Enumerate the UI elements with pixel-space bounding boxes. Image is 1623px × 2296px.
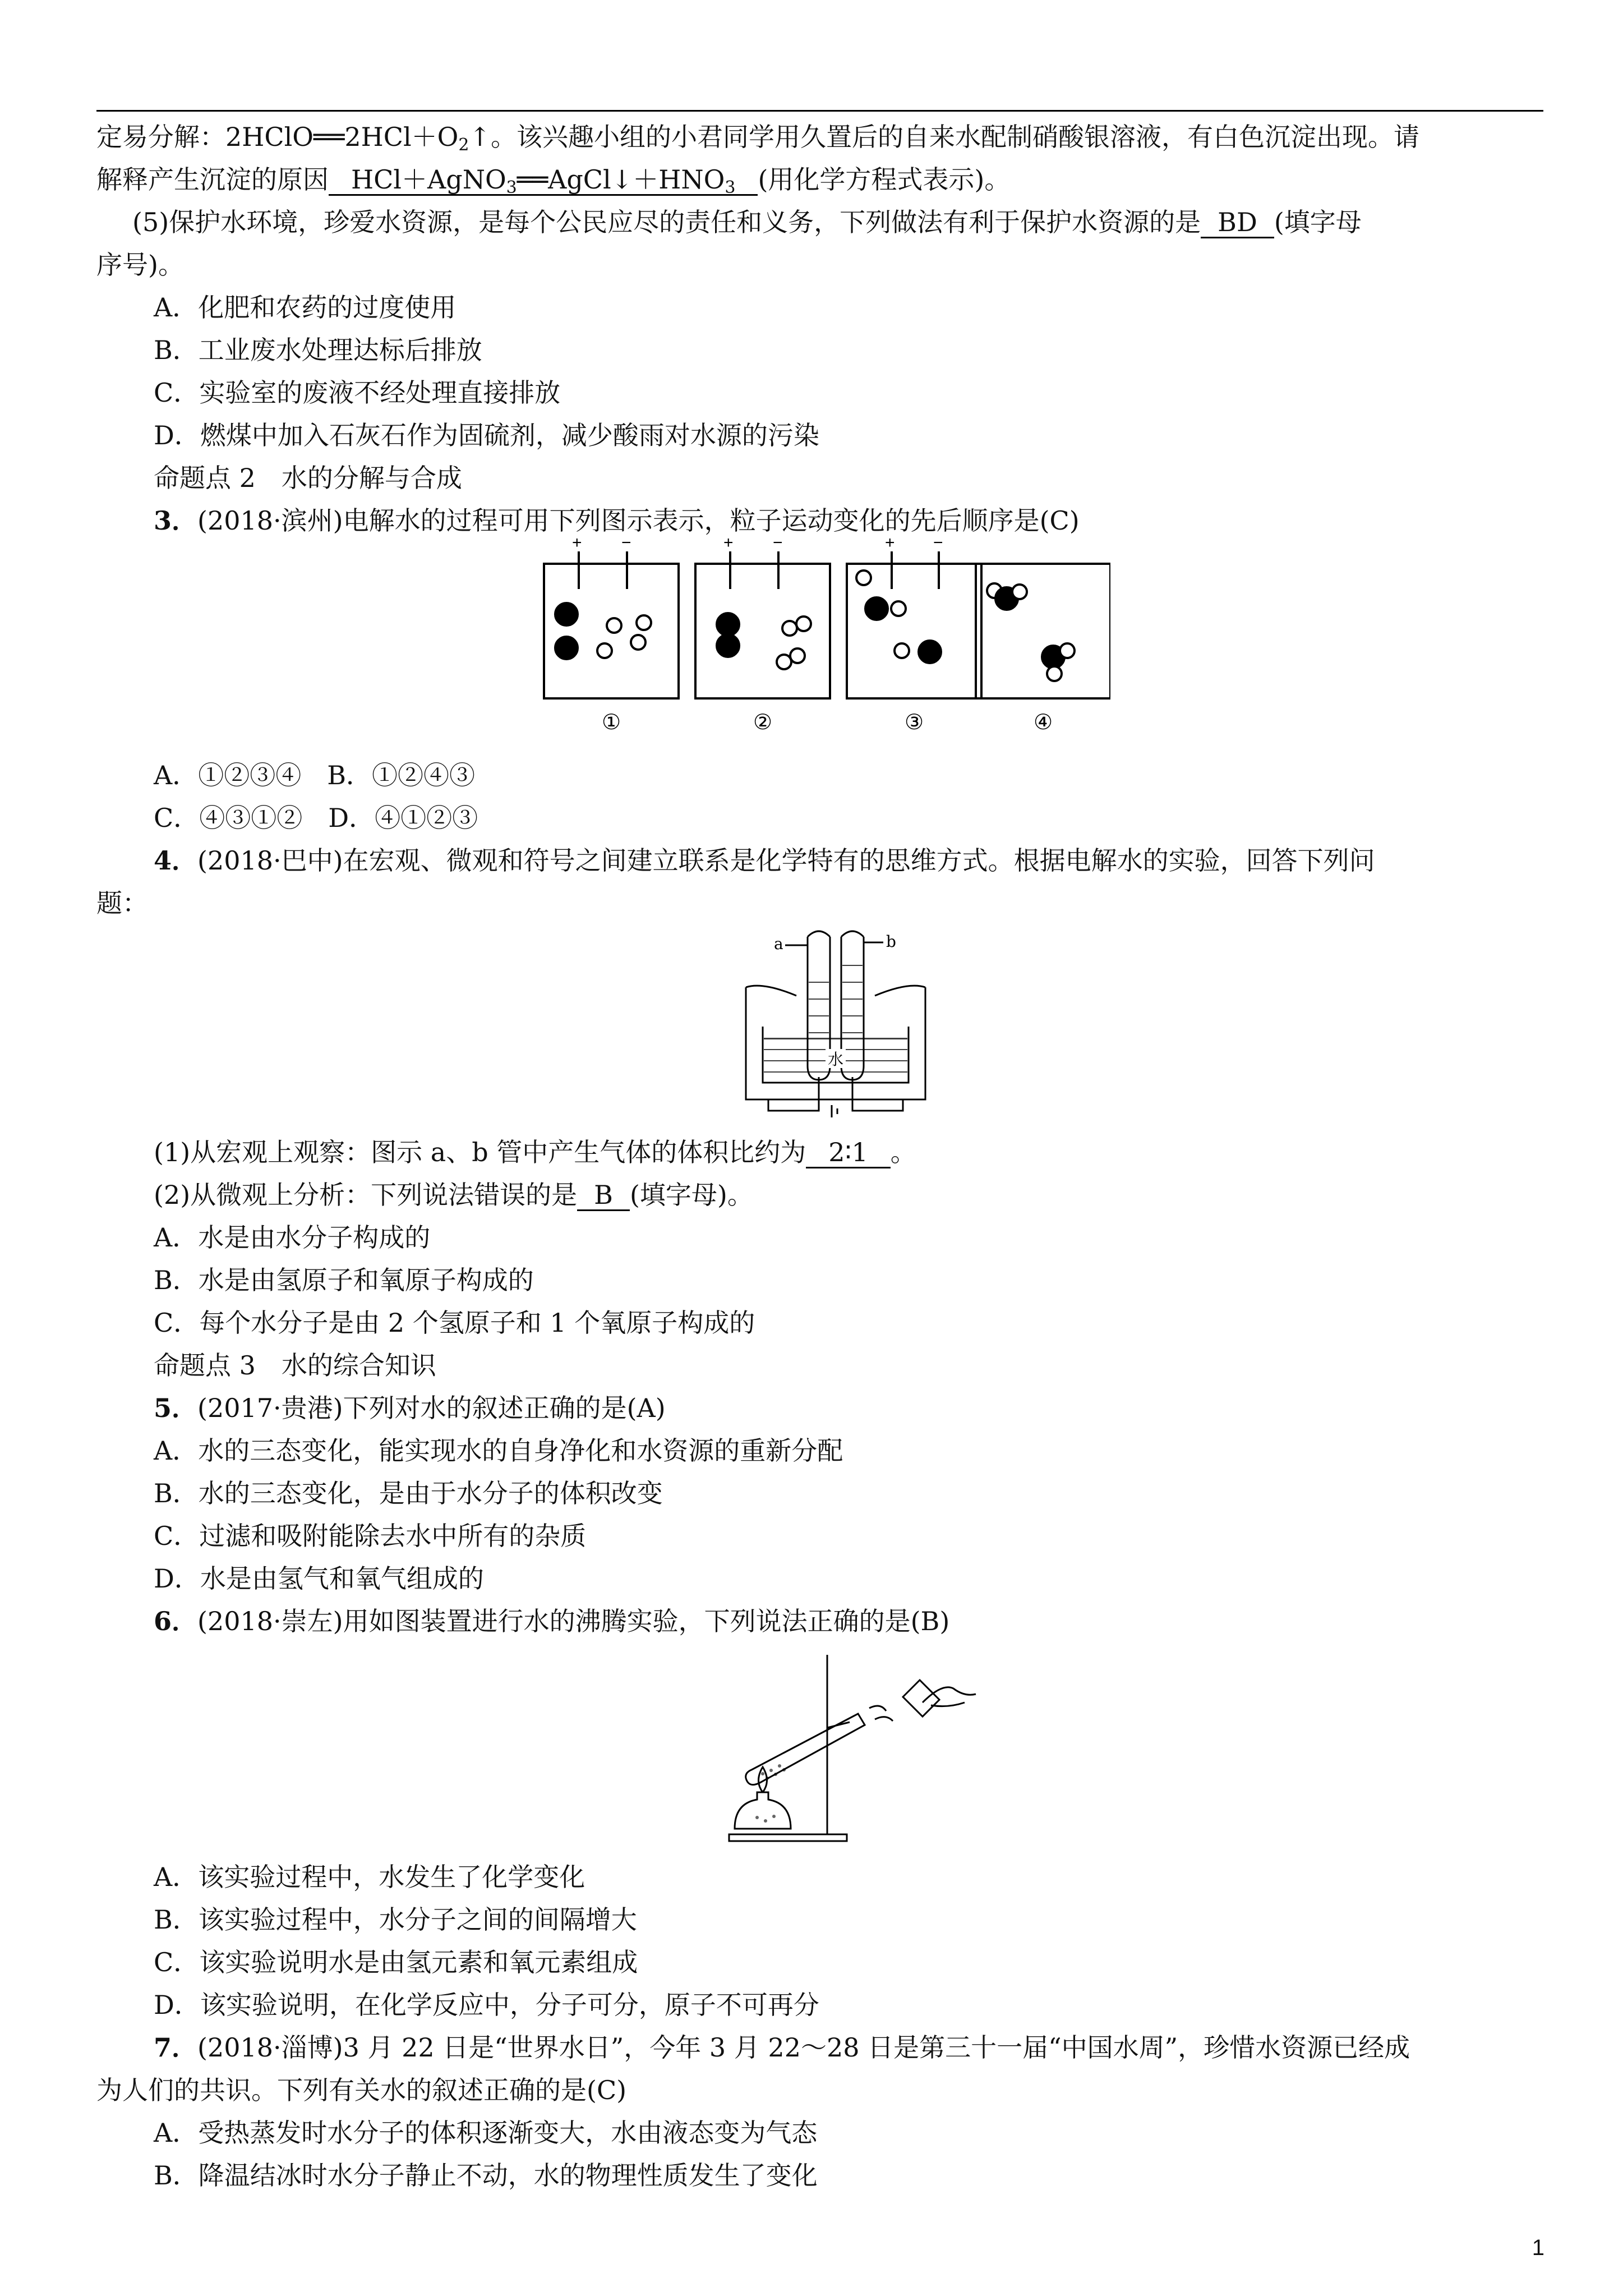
boiling-water-apparatus-diagram xyxy=(718,1649,987,1851)
q4-part1 xyxy=(154,1135,916,1169)
q2-line-2-text: 解释产生沉淀的原因 xyxy=(96,164,329,195)
panel-3-hydrogen-atom xyxy=(895,643,909,658)
q2-option-b: B．工业废水处理达标后排放 xyxy=(154,335,482,365)
panel-4-hydrogen-atom xyxy=(1047,666,1062,681)
panel-2-hydrogen-atom xyxy=(790,648,805,663)
water-label: 水 xyxy=(828,1050,844,1069)
q6-stem-text: (2018·崇左)用如图装置进行水的沸腾实验，下列说法正确的是(B) xyxy=(197,1606,950,1636)
equation-part-b: ══AgCl↓＋HNO xyxy=(517,164,725,195)
q4-option-b: B．水是由氢原子和氧原子构成的 xyxy=(154,1265,534,1295)
basin-rim-right xyxy=(875,986,925,996)
q5-option-c: C．过滤和吸附能除去水中所有的杂质 xyxy=(154,1521,587,1551)
q4-part1-tail: 。 xyxy=(890,1137,916,1167)
q7-option-a: A．受热蒸发时水分子的体积逐渐变大，水由液态变为气态 xyxy=(154,2118,818,2148)
q5-option-b: B．水的三态变化，是由于水分子的体积改变 xyxy=(154,1478,663,1508)
q6-option-a: A．该实验过程中，水发生了化学变化 xyxy=(154,1862,585,1892)
q4-option-a: A．水是由水分子构成的 xyxy=(154,1222,431,1253)
q2-part5-text: (5)保护水环境，珍爱水资源，是每个公民应尽的责任和义务，下列做法有利于保护水资源的是 xyxy=(132,207,1201,237)
glass-plate xyxy=(903,1680,939,1717)
panel-2-frame xyxy=(695,564,830,698)
tube-b-label: b xyxy=(886,932,896,951)
tube-a-cap xyxy=(808,931,830,937)
q5-option-d: D．水是由氢气和氧气组成的 xyxy=(154,1563,484,1594)
panel-4-hydrogen-atom xyxy=(1060,643,1075,658)
panel-2-label: ② xyxy=(753,710,773,734)
q4-option-c: C．每个水分子是由 2 个氢原子和 1 个氧原子构成的 xyxy=(154,1308,755,1338)
panel-1-hydrogen-atom xyxy=(597,643,612,658)
electrolysis-particle-diagram xyxy=(527,536,1110,749)
panel-3-hydrogen-atom xyxy=(856,570,871,585)
page-number: 1 xyxy=(1532,2235,1544,2260)
q4-number: 4． xyxy=(154,845,198,876)
q5-number: 5． xyxy=(154,1393,198,1423)
q2-line-1-text-cont: ↑。该兴趣小组的小君同学用久置后的自来水配制硝酸银溶液，有白色沉淀出现。请 xyxy=(469,122,1420,152)
panel-1-minus-sign: − xyxy=(621,536,631,552)
panel-2-oxygen-atom xyxy=(717,634,739,657)
panel-3-label: ③ xyxy=(904,710,924,734)
q4-part1-answer: 2∶1 xyxy=(806,1138,891,1168)
q4-part1-text: (1)从宏观上观察：图示 a、b 管中产生气体的体积比约为 xyxy=(154,1137,806,1167)
electrolysis-apparatus-diagram xyxy=(729,920,942,1128)
panel-1-label: ① xyxy=(601,710,621,734)
q4-part2-tail: (填字母)。 xyxy=(629,1180,753,1210)
stand-base xyxy=(729,1834,847,1841)
q6-option-c: C．该实验说明水是由氢元素和氧元素组成 xyxy=(154,1947,638,1977)
equation-part-a: HCl＋AgNO xyxy=(351,164,506,195)
panel-1-plus-sign: + xyxy=(572,536,582,552)
q7-option-b: B．降温结冰时水分子静止不动，水的物理性质发生了变化 xyxy=(154,2160,818,2191)
q2-part5-line-2: 序号)。 xyxy=(96,250,184,280)
q7-number: 7． xyxy=(154,2032,198,2063)
q4-part2-text: (2)从微观上分析：下列说法错误的是 xyxy=(154,1180,578,1210)
section-heading-2: 命题点 2 水的分解与合成 xyxy=(154,463,462,493)
q6-stem xyxy=(154,1604,949,1638)
hand-outline xyxy=(923,1687,976,1703)
panel-3-minus-sign: − xyxy=(933,536,943,552)
panel-2-hydrogen-atom xyxy=(777,655,791,669)
q6-number: 6． xyxy=(154,1606,198,1636)
q7-stem xyxy=(154,2031,1410,2064)
q7-stem-text: (2018·淄博)3 月 22 日是“世界水日”，今年 3 月 22～28 日是第三十一届“中国水周”，珍惜水资源已经成 xyxy=(197,2032,1410,2063)
q6-option-d: D．该实验说明，在化学反应中，分子可分，原子不可再分 xyxy=(154,1990,819,2020)
o2-subscript: 2 xyxy=(458,135,469,155)
q2-part5-answer: BD xyxy=(1201,208,1274,238)
q3-options-row-2: C．④③①② D．④①②③ xyxy=(154,803,478,833)
basin-rim-left xyxy=(746,986,796,996)
panel-1-oxygen-atom xyxy=(555,637,578,659)
q2-option-d: D．燃煤中加入石灰石作为固硫剂，减少酸雨对水源的污染 xyxy=(154,420,819,450)
q5-stem-text: (2017·贵港)下列对水的叙述正确的是(A) xyxy=(197,1393,666,1423)
panel-1-hydrogen-atom xyxy=(631,635,645,650)
q2-answer-equation xyxy=(329,165,758,196)
tube-b-cap xyxy=(841,931,864,937)
q2-part5 xyxy=(132,205,1362,239)
panel-2-oxygen-atom xyxy=(717,613,739,636)
q3-stem-text: (2018·滨州)电解水的过程可用下列图示表示，粒子运动变化的先后顺序是(C) xyxy=(197,505,1080,536)
alcohol-lamp xyxy=(735,1792,791,1829)
q2-option-c: C．实验室的废液不经处理直接排放 xyxy=(154,378,561,408)
q3-number: 3． xyxy=(154,505,198,536)
panel-3-oxygen-atom xyxy=(865,597,888,620)
q4-stem xyxy=(154,844,1375,877)
panel-2-hydrogen-atom xyxy=(782,621,797,636)
panel-2-plus-sign: + xyxy=(723,536,734,552)
section-heading-3: 命题点 3 水的综合知识 xyxy=(154,1350,436,1381)
q2-option-a: A．化肥和农药的过度使用 xyxy=(154,292,457,323)
panel-2-hydrogen-atom xyxy=(796,616,811,631)
tube-a-label: a xyxy=(774,935,783,953)
panel-1-hydrogen-atom xyxy=(637,615,651,630)
q4-part2 xyxy=(154,1178,753,1212)
panel-3-oxygen-atom xyxy=(919,641,941,663)
q3-stem xyxy=(154,504,1080,537)
q4-stem-line-2: 题： xyxy=(96,888,148,918)
panel-4-label: ④ xyxy=(1033,710,1053,734)
q4-stem-text: (2018·巴中)在宏观、微观和符号之间建立联系是化学特有的思维方式。根据电解水的实验，回答下列问 xyxy=(197,845,1375,876)
header-rule xyxy=(96,110,1543,112)
q7-stem-line-2: 为人们的共识。下列有关水的叙述正确的是(C) xyxy=(96,2075,627,2105)
q2-line-1-text: 定易分解：2HClO══2HCl＋O xyxy=(96,122,459,152)
panel-1-oxygen-atom xyxy=(555,603,578,625)
q5-option-a: A．水的三态变化，能实现水的自身净化和水资源的重新分配 xyxy=(154,1435,843,1466)
panel-1-hydrogen-atom xyxy=(607,618,621,633)
q2-line-2 xyxy=(96,163,1010,196)
equation-sub-b: 3 xyxy=(725,178,736,197)
panel-3-hydrogen-atom xyxy=(891,601,906,616)
q2-line-2-tail: (用化学方程式表示)。 xyxy=(758,164,1011,195)
q4-part2-answer: B xyxy=(577,1180,630,1211)
q6-option-b: B．该实验过程中，水分子之间的间隔增大 xyxy=(154,1904,637,1935)
q2-part5-tail: (填字母 xyxy=(1274,207,1362,237)
steam-lines xyxy=(869,1706,893,1721)
equation-sub-a: 3 xyxy=(506,178,517,197)
q2-line-1 xyxy=(96,120,1419,154)
panel-3-plus-sign: + xyxy=(885,536,895,552)
panel-2-minus-sign: − xyxy=(773,536,783,552)
q5-stem xyxy=(154,1391,666,1425)
panel-4-hydrogen-atom xyxy=(1012,585,1027,599)
q3-options-row-1: A．①②③④ B．①②④③ xyxy=(154,760,476,790)
